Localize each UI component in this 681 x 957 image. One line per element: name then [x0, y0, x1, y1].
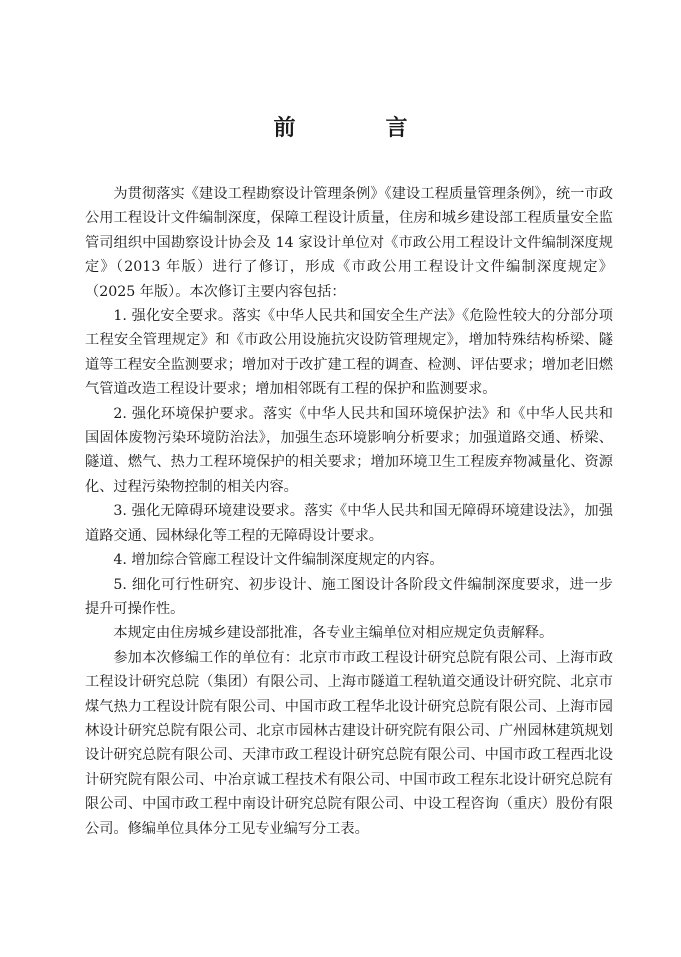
paragraph-item-1-safety: 1. 强化安全要求。落实《中华人民共和国安全生产法》《危险性较大的分部分项工程安全管理规定》和《市政公用设施抗灾设防管理规定》，增加特殊结构桥梁、隧道等工程安全监测要求；增加对于改扩建工程的调查、检测、评估要求；增加老旧燃气管道改造工程设计要求；增加相邻既有工程的保护和监测要求。 — [85, 308, 613, 398]
paragraph-item-4-utility-tunnel: 4. 增加综合管廊工程设计文件编制深度规定的内容。 — [113, 552, 444, 569]
paragraph-participants: 参加本次修编工作的单位有：北京市市政工程设计研究总院有限公司、上海市政工程设计研究总院（集团）有限公司、上海市隧道工程轨道交通设计研究院、北京市煤气热力工程设计院有限公司、中国市政工程华北设计研究总院有限公司、上海市园林设计研究总院有限公司、北京市园林古建设计研究院有限公司、广州园林建筑规划设计研究总院有限公司、天津市政工程设计研究总院有限公司、中国市政工程西北设计研究院有限公司、中冶京诚工程技术有限公司、中国市政工程东北设计研究总院有限公司、中国市政工程中南设计研究总院有限公司、中设工程咨询（重庆）股份有限公司。修编单位具体分工见专业编写分工表。 — [85, 649, 613, 837]
paragraph-item-3-accessibility: 3. 强化无障碍环境建设要求。落实《中华人民共和国无障碍环境建设法》，加强道路交通、园林绿化等工程的无障碍设计要求。 — [85, 503, 613, 544]
paragraph-item-5-depth: 5. 细化可行性研究、初步设计、施工图设计各阶段文件编制深度要求，进一步提升可操作性。 — [85, 576, 613, 617]
paragraph-item-2-environment: 2. 强化环境保护要求。落实《中华人民共和国环境保护法》和《中华人民共和国固体废物污染环境防治法》，加强生态环境影响分析要求；加强道路交通、桥梁、隧道、燃气、热力工程环境保护的相关要求；增加环境卫生工程废弃物减量化、资源化、过程污染物控制的相关内容。 — [85, 405, 613, 495]
preface-body — [85, 182, 613, 841]
paragraph-intro: 为贯彻落实《建设工程勘察设计管理条例》《建设工程质量管理条例》，统一市政公用工程设计文件编制深度，保障工程设计质量，住房和城乡建设部工程质量安全监管司组织中国勘察设计协会及 14 家设计单位对《市政公用工程设计文件编制深度规定》（2013 年版）进行了修订，形成《市政公用工程设计文件编制深度规定》（2025 年版）。本次修订主要内容包括： — [85, 186, 613, 300]
paragraph-approval: 本规定由住房城乡建设部批准，各专业主编单位对相应规定负责解释。 — [113, 625, 554, 642]
page-title: 前 言 — [273, 115, 442, 141]
